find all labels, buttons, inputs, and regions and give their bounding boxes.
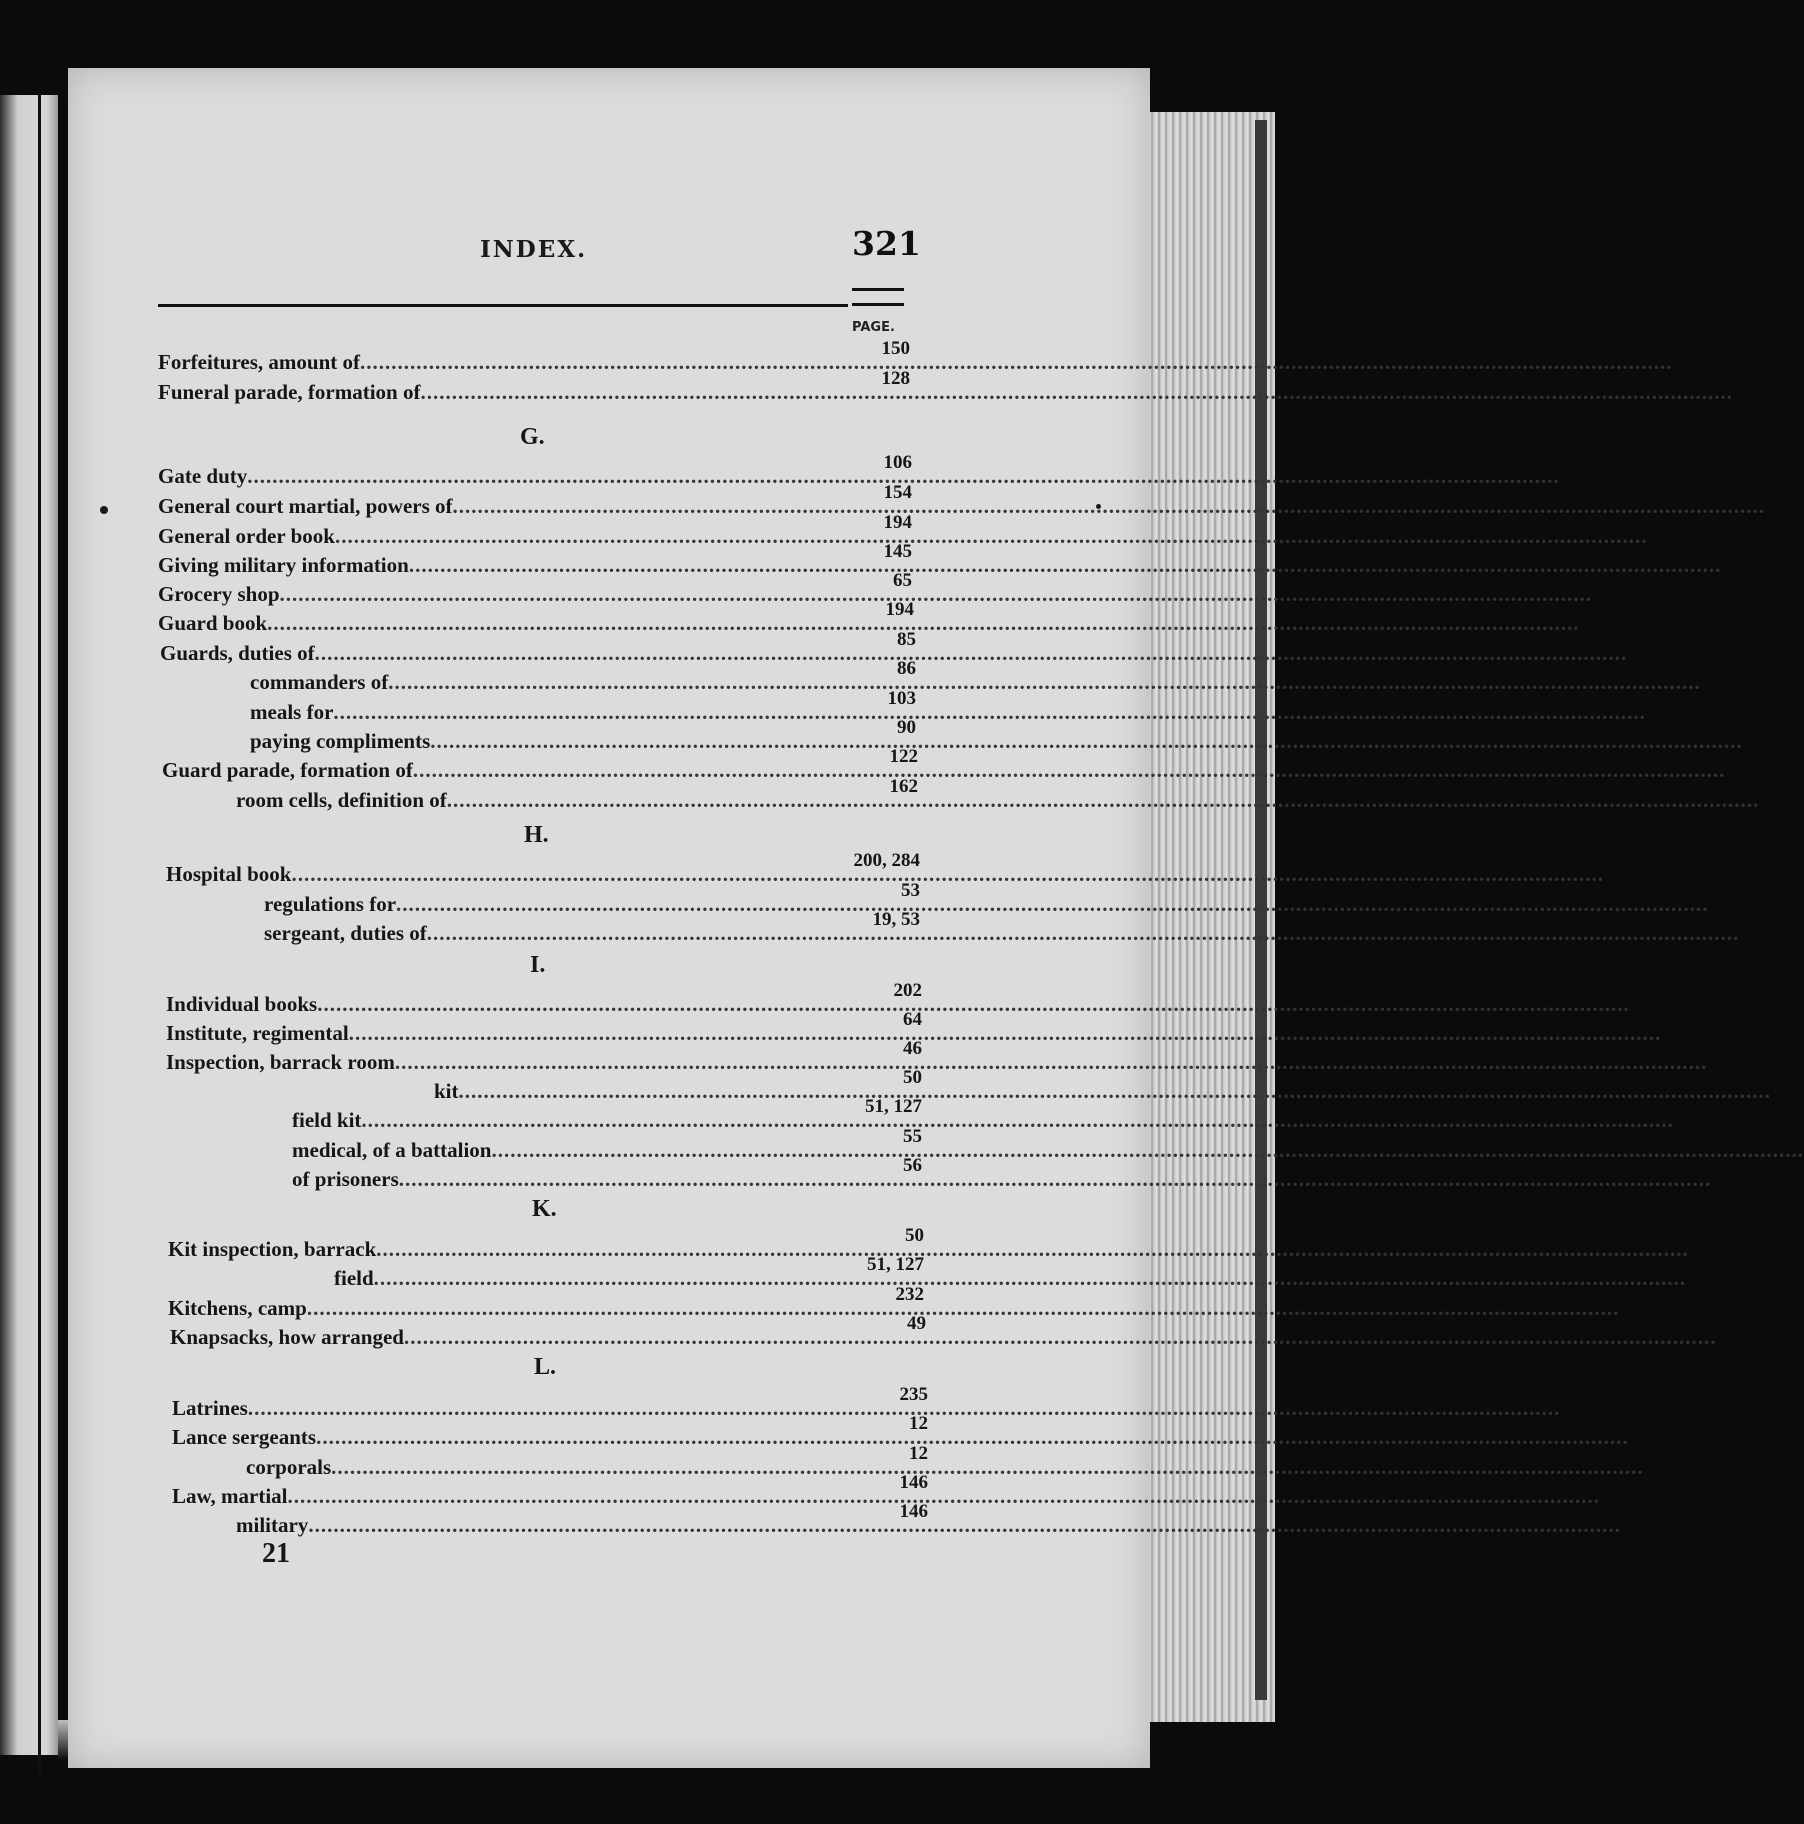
leader-dots [280, 582, 1593, 607]
entry-label: military [236, 1513, 309, 1537]
entry-page: 128 [881, 368, 910, 389]
index-entry [172, 1413, 928, 1451]
entry-label: kit [434, 1079, 459, 1103]
entry-page: 53 [901, 880, 920, 901]
book-spine [38, 95, 41, 1775]
entry-label: Individual books [166, 992, 318, 1016]
leader-dots [361, 1108, 1674, 1133]
header-rule [158, 304, 848, 307]
header-rule-short [852, 288, 904, 291]
entry-label: Inspection, barrack room [166, 1050, 395, 1074]
section-letter-k: K. [532, 1196, 557, 1222]
leader-dots [413, 758, 1726, 783]
entry-page: 56 [903, 1155, 922, 1176]
section-letter-g: G. [520, 424, 545, 450]
entry-page: 154 [883, 482, 912, 503]
entry-label: Law, martial [172, 1484, 288, 1508]
entry-page: 65 [893, 570, 912, 591]
entry-page: 90 [897, 717, 916, 738]
leader-dots [288, 1484, 1601, 1509]
leader-dots [430, 729, 1743, 754]
index-entry-sub [250, 688, 916, 726]
index-entry [166, 980, 922, 1018]
leader-dots [308, 1513, 1621, 1538]
index-entry-sub [292, 1096, 922, 1134]
leader-dots [447, 788, 1760, 813]
leader-dots [317, 992, 1630, 1017]
entry-page: 146 [899, 1501, 928, 1522]
leader-dots [333, 700, 1646, 725]
entry-label: corporals [246, 1455, 332, 1479]
leader-dots [331, 1455, 1644, 1480]
entry-label: General court martial, powers of [158, 494, 453, 518]
leader-dots [376, 1237, 1689, 1262]
leader-dots [335, 524, 1648, 549]
entry-page: 194 [885, 599, 914, 620]
index-entry [168, 1284, 924, 1322]
leader-dots [399, 1167, 1712, 1192]
entry-page: 19, 53 [872, 909, 920, 930]
entry-label: Lance sergeants [172, 1425, 317, 1449]
index-entry [166, 1038, 922, 1076]
entry-label: room cells, definition of [236, 788, 447, 812]
index-entry [158, 512, 912, 550]
entry-page: 51, 127 [865, 1096, 922, 1117]
entry-label: Guard parade, formation of [162, 758, 413, 782]
entry-label: commanders of [250, 670, 389, 694]
entry-label: Knapsacks, how arranged [170, 1325, 404, 1349]
index-entry [166, 1009, 922, 1047]
entry-page: 46 [903, 1038, 922, 1059]
index-entry [158, 599, 914, 637]
entry-label: paying compliments [250, 729, 431, 753]
entry-label: of prisoners [292, 1167, 399, 1191]
index-entry [172, 1384, 928, 1422]
index-entry-sub [236, 776, 918, 814]
index-entry [158, 368, 910, 406]
page-number: 321 [852, 224, 921, 263]
leader-dots [267, 611, 1580, 636]
entry-page: 49 [907, 1313, 926, 1334]
page-column-heading: PAGE. [852, 320, 895, 335]
leader-dots [453, 494, 1766, 519]
entry-label: Kit inspection, barrack [168, 1237, 377, 1261]
entry-page: 145 [883, 541, 912, 562]
entry-page: 194 [883, 512, 912, 533]
entry-label: Grocery shop [158, 582, 280, 606]
ink-speck [100, 506, 108, 514]
index-entry [158, 541, 912, 579]
leader-dots [291, 862, 1604, 887]
running-head: INDEX. [480, 236, 588, 263]
leader-dots [395, 1050, 1708, 1075]
index-entry-sub [264, 909, 920, 947]
ink-speck [1096, 504, 1101, 509]
header-rule-short-2 [852, 303, 904, 306]
index-entry [170, 1313, 926, 1351]
leader-dots [307, 1296, 1620, 1321]
entry-page: 12 [909, 1413, 928, 1434]
index-entry-sub [434, 1067, 922, 1105]
index-entry-sub [292, 1155, 922, 1193]
entry-label: Latrines [172, 1396, 248, 1420]
leader-dots [420, 380, 1733, 405]
entry-label: field [334, 1266, 374, 1290]
section-letter-i: I. [530, 952, 546, 978]
entry-page: 106 [883, 452, 912, 473]
section-letter-l: L. [534, 1354, 557, 1380]
index-entry [168, 1225, 924, 1263]
entry-label: Institute, regimental [166, 1021, 349, 1045]
index-entry-sub [292, 1126, 922, 1164]
index-entry-sub [246, 1443, 928, 1481]
entry-label: field kit [292, 1108, 362, 1132]
entry-page: 162 [889, 776, 918, 797]
index-entry [172, 1472, 928, 1510]
leader-dots [396, 892, 1709, 917]
leader-dots [315, 641, 1628, 666]
index-entry [158, 452, 912, 490]
entry-label: regulations for [264, 892, 397, 916]
index-entry-sub [250, 717, 916, 755]
signature-mark: 21 [262, 1538, 290, 1569]
section-letter-h: H. [524, 822, 549, 848]
entry-page: 235 [899, 1384, 928, 1405]
entry-label: Giving military information [158, 553, 409, 577]
entry-label: Gate duty [158, 464, 248, 488]
entry-page: 55 [903, 1126, 922, 1147]
entry-page: 232 [895, 1284, 924, 1305]
leader-dots [459, 1079, 1772, 1104]
index-entry-sub [334, 1254, 924, 1292]
leader-dots [349, 1021, 1662, 1046]
leader-dots [404, 1325, 1717, 1350]
entry-page: 12 [909, 1443, 928, 1464]
index-entry [158, 570, 912, 608]
index-entry-sub [264, 880, 920, 918]
entry-label: Guards, duties of [160, 641, 315, 665]
entry-label: medical, of a battalion [292, 1138, 492, 1162]
leader-dots [427, 921, 1740, 946]
entry-label: Funeral parade, formation of [158, 380, 421, 404]
leader-dots [360, 350, 1673, 375]
entry-page: 51, 127 [867, 1254, 924, 1275]
leader-dots [388, 670, 1701, 695]
entry-page: 86 [897, 658, 916, 679]
entry-page: 50 [903, 1067, 922, 1088]
entry-page: 64 [903, 1009, 922, 1030]
index-entry [160, 629, 916, 667]
entry-label: Forfeitures, amount of [158, 350, 360, 374]
entry-page: 202 [893, 980, 922, 1001]
entry-label: meals for [250, 700, 334, 724]
index-entry [166, 850, 920, 888]
index-entry [158, 338, 910, 376]
entry-label: sergeant, duties of [264, 921, 427, 945]
index-entry-sub [250, 658, 916, 696]
entry-page: 85 [897, 629, 916, 650]
leader-dots [374, 1266, 1687, 1291]
entry-page: 146 [899, 1472, 928, 1493]
adjacent-page-edge [0, 95, 58, 1755]
index-entry-sub [236, 1501, 928, 1539]
entry-page: 150 [881, 338, 910, 359]
leader-dots [492, 1138, 1804, 1163]
entry-page: 50 [905, 1225, 924, 1246]
entry-page: 200, 284 [853, 850, 920, 871]
index-entry [162, 746, 918, 784]
entry-label: General order book [158, 524, 335, 548]
leader-dots [316, 1425, 1629, 1450]
entry-page: 122 [889, 746, 918, 767]
entry-label: Kitchens, camp [168, 1296, 307, 1320]
leader-dots [409, 553, 1722, 578]
index-entry [158, 482, 912, 520]
entry-page: 103 [887, 688, 916, 709]
entry-label: Guard book [158, 611, 268, 635]
entry-label: Hospital book [166, 862, 292, 886]
